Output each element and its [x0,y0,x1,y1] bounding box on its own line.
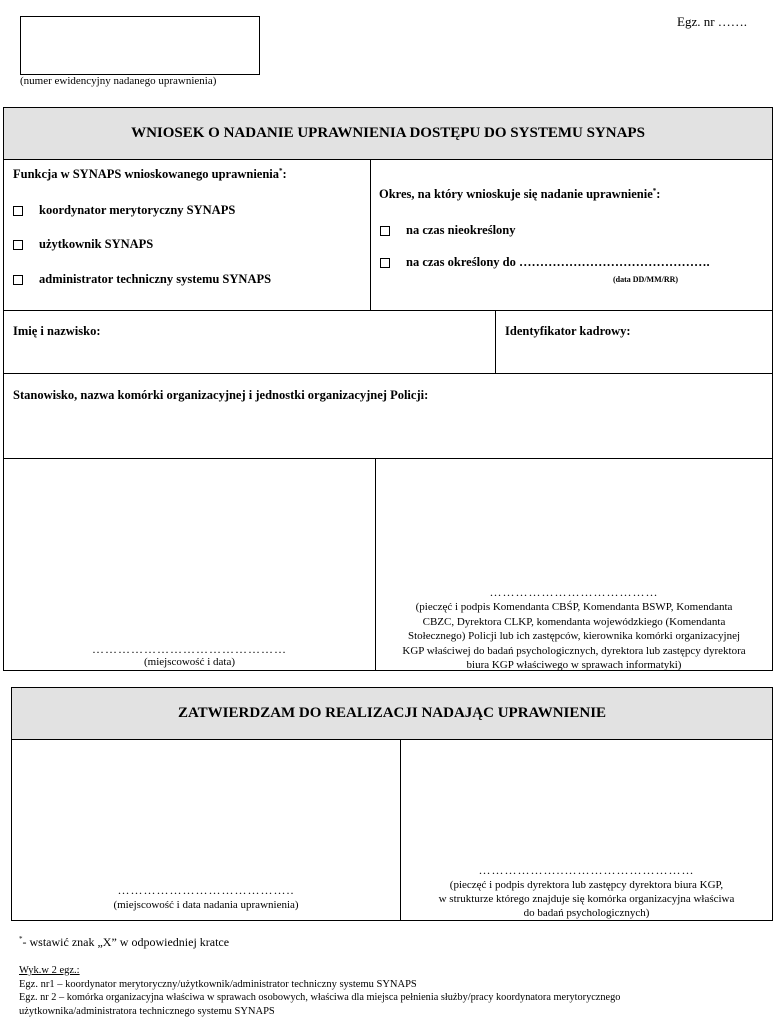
applicant-signature-cell [376,459,772,670]
option-label: koordynator merytoryczny SYNAPS [39,203,236,217]
function-option-user[interactable] [13,237,153,252]
checkbox[interactable] [13,240,23,250]
period-label-colon: : [656,187,661,202]
registration-number-caption: (numer ewidencyjny nadanego uprawnienia) [20,75,217,87]
checkbox[interactable] [380,258,390,268]
period-label-text: Okres, na który wnioskuje się nadanie uprawnienie [379,187,653,202]
period-footnote-mark: * [652,187,657,195]
period-label [379,187,660,202]
approval-title [12,688,772,740]
approval-signature-cell [401,739,772,920]
place-date-cell [4,459,376,670]
footnote-mark: * [19,935,23,943]
distribution-list [19,964,764,1018]
approval-signature-dots: ………………..………………………… [478,863,695,877]
checkbox[interactable] [13,206,23,216]
distribution-line: Egz. nr 2 – komórka organizacyjna właściwa w sprawach osobowych, właściwa dla miejsca pełnienia służby/pracy koordynatora merytorycznego [19,992,621,1003]
date-format-hint: (data DD/MM/RR) [613,275,679,284]
function-option-coordinator[interactable] [13,203,235,218]
approval-title-text: ZATWIERDZAM DO REALIZACJI NADAJĄC UPRAWNIENIE [177,705,607,721]
function-label-colon: : [282,167,287,182]
checkbox[interactable] [13,275,23,285]
option-label: na czas określony do ………………………………………. [406,255,710,269]
approval-form [11,687,773,921]
approval-caption-line: w strukturze którego znajduje się komórka organizacyjna właściwa [438,893,735,905]
approval-caption-line: do badań psychologicznych) [523,907,650,919]
signature-caption-line: (pieczęć i podpis Komendanta CBŚP, Komendanta BSWP, Komendanta [415,601,733,613]
distribution-line: użytkownika/administratora technicznego systemu SYNAPS [19,1005,275,1017]
signature-caption [376,600,772,673]
period-option-indefinite[interactable] [380,223,516,238]
signature-caption-line: KGP właściwej do badań psychologicznych, dyrektora lub zastępcy dyrektora [402,644,746,657]
checkbox[interactable] [380,226,390,236]
option-label: na czas nieokreślony [406,223,516,237]
signature-caption-line: CBZC, Dyrektora CLKP, komendanta wojewódzkiego (Komendanta [422,615,726,628]
name-label: Imię i nazwisko: [13,324,101,338]
function-footnote-mark: * [279,167,283,175]
period-section [371,159,772,311]
approval-place-date-cell [12,739,401,920]
function-label-text: Funkcja w SYNAPS wnioskowanego uprawnienia [13,167,280,182]
signature-caption-line: biura KGP właściwego w sprawach informatyki) [466,659,682,672]
footnote-text: - wstawić znak „X” w odpowiedniej kratce [22,935,230,949]
place-date-dots: ……………………………………… [92,642,287,656]
approval-signature-caption [401,878,772,920]
approval-caption-line: (pieczęć i podpis dyrektora lub zastępcy dyrektora biura KGP, [449,879,724,891]
signature-caption-line: Stołecznego) Policji lub ich zastępców, kierownika komórki organizacyjnej [407,630,741,643]
application-form [3,107,773,671]
signature-dots: ………………………………… [489,585,659,599]
period-option-definite[interactable] [380,255,710,270]
personnel-id-label: Identyfikator kadrowy: [505,324,631,338]
approval-place-date-caption: (miejscowość i data nadania uprawnienia) [113,899,299,911]
function-option-admin[interactable] [13,272,271,287]
function-label [13,167,287,182]
form-title [4,108,772,160]
function-section [4,159,371,311]
form-title-text: WNIOSEK O NADANIE UPRAWNIENIA DOSTĘPU DO SYSTEMU SYNAPS [131,125,645,141]
place-date-caption: (miejscowość i data) [143,656,236,668]
personnel-id-field[interactable] [496,310,772,374]
footnote [19,935,229,950]
registration-number-field[interactable] [20,16,260,75]
name-field[interactable] [4,310,496,374]
option-label: administrator techniczny systemu SYNAPS [39,272,272,286]
distribution-title: Wyk.w 2 egz.: [19,965,80,976]
copy-number: Egz. nr ……. [677,14,748,29]
approval-place-date-dots: ………………………………….. [117,883,295,897]
position-label: Stanowisko, nazwa komórki organizacyjnej i jednostki organizacyjnej Policji: [13,388,429,402]
distribution-line: Egz. nr1 – koordynator merytoryczny/użytkownik/administrator techniczny systemu SYNAPS [19,978,417,990]
position-field[interactable] [4,374,772,459]
option-label: użytkownik SYNAPS [39,237,154,251]
